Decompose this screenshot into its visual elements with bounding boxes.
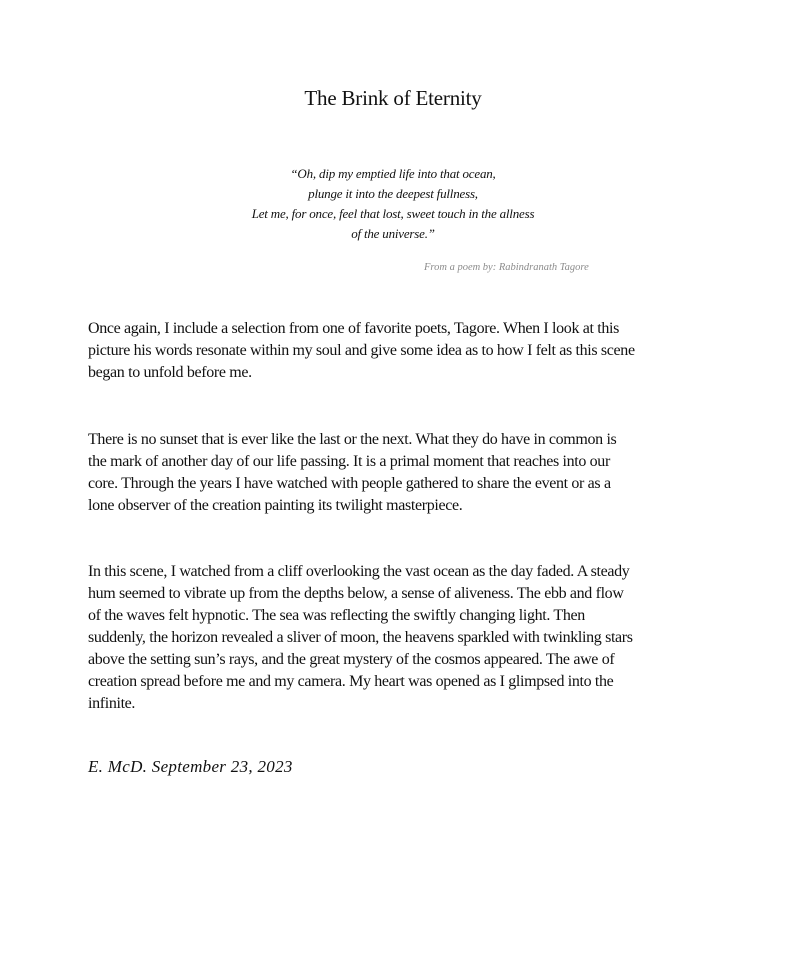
quote-attribution: From a poem by: Rabindranath Tagore bbox=[424, 262, 589, 273]
page-title: The Brink of Eternity bbox=[304, 86, 482, 110]
paragraph-line: above the setting sun’s rays, and the great mystery of the cosmos appeared. The awe of bbox=[88, 651, 615, 668]
paragraph-line: of the waves felt hypnotic. The sea was reflecting the swiftly changing light. Then bbox=[88, 607, 585, 624]
paragraph-line: Once again, I include a selection from one of favorite poets, Tagore. When I look at this bbox=[88, 320, 619, 337]
paragraph-line: suddenly, the horizon revealed a sliver of moon, the heavens sparkled with twinkling stars bbox=[88, 629, 633, 646]
paragraph-line: picture his words resonate within my soul and give some idea as to how I felt as this scene bbox=[88, 342, 635, 359]
body-paragraph-3 bbox=[88, 561, 708, 715]
body-paragraph-2 bbox=[88, 429, 708, 517]
paragraph-line: There is no sunset that is ever like the last or the next. What they do have in common is bbox=[88, 431, 617, 448]
paragraph-line: creation spread before me and my camera. My heart was opened as I glimpsed into the bbox=[88, 673, 614, 690]
quote-line: “Oh, dip my emptied life into that ocean, bbox=[290, 166, 496, 181]
epigraph-quote bbox=[0, 164, 786, 244]
paragraph-line: began to unfold before me. bbox=[88, 364, 252, 381]
paragraph-line: lone observer of the creation painting its twilight masterpiece. bbox=[88, 497, 463, 514]
paragraph-line: the mark of another day of our life passing. It is a primal moment that reaches into our bbox=[88, 453, 610, 470]
paragraph-line: core. Through the years I have watched with people gathered to share the event or as a bbox=[88, 475, 611, 492]
paragraph-line: In this scene, I watched from a cliff overlooking the vast ocean as the day faded. A steady bbox=[88, 563, 630, 580]
quote-line: plunge it into the deepest fullness, bbox=[308, 186, 478, 201]
paragraph-line: infinite. bbox=[88, 695, 136, 712]
body-paragraph-1 bbox=[88, 318, 708, 384]
paragraph-line: hum seemed to vibrate up from the depths below, a sense of aliveness. The ebb and flow bbox=[88, 585, 624, 602]
quote-line: Let me, for once, feel that lost, sweet touch in the allness bbox=[251, 206, 535, 221]
quote-line: of the universe.” bbox=[351, 226, 435, 241]
signature-date: E. McD. September 23, 2023 bbox=[88, 757, 293, 776]
